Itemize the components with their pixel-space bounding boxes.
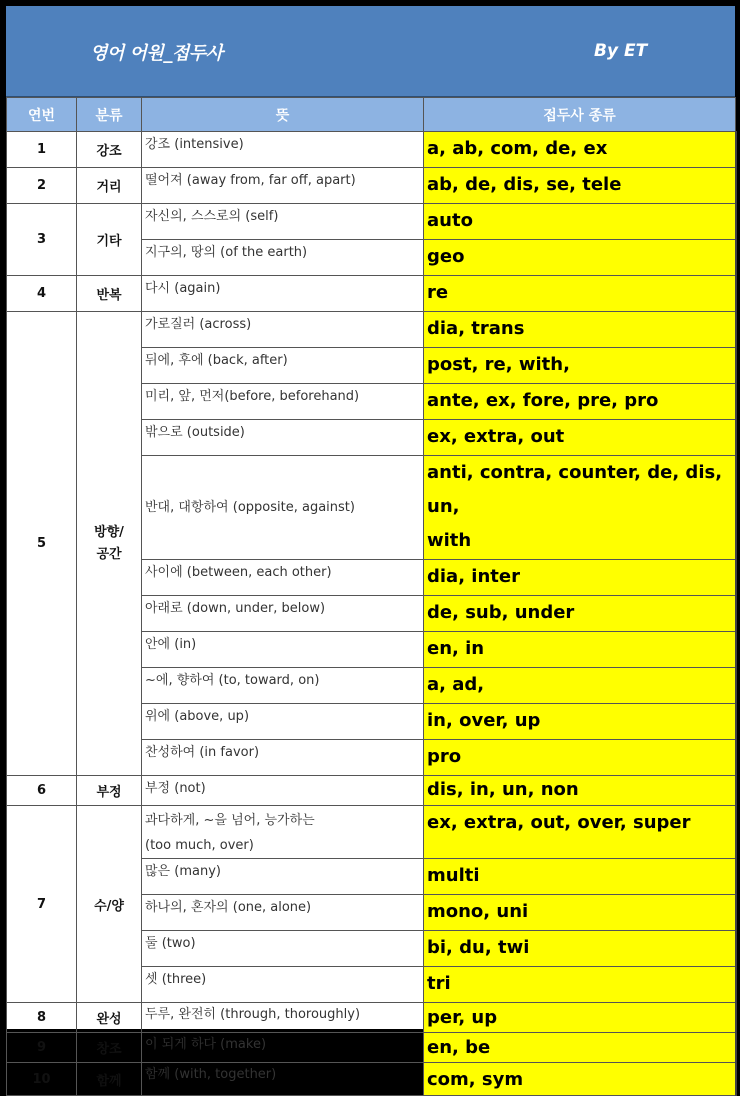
row-meaning-line2: (too much, over)	[145, 838, 254, 853]
row-meaning: 지구의, 땅의 (of the earth)	[142, 240, 424, 276]
row-prefixes: pro	[424, 740, 736, 776]
row-number: 8	[7, 1003, 77, 1033]
col-header-number: 연번	[7, 98, 77, 132]
table-row	[7, 168, 736, 204]
table-row	[7, 312, 736, 348]
row-meaning: 위에 (above, up)	[142, 704, 424, 740]
row-number: 7	[7, 806, 77, 1003]
row-category: 완성	[77, 1003, 142, 1033]
row-meaning: 다시 (again)	[142, 276, 424, 312]
row-meaning-line1: 과다하게, ~을 넘어, 능가하는	[145, 813, 315, 828]
row-meaning: 강조 (intensive)	[142, 132, 424, 168]
row-meaning: 셋 (three)	[142, 967, 424, 1003]
row-prefixes: dia, inter	[424, 560, 736, 596]
title-band	[6, 6, 735, 97]
table-row	[7, 806, 736, 859]
table-row	[7, 1003, 736, 1033]
row-prefixes: post, re, with,	[424, 348, 736, 384]
prefix-table	[6, 97, 737, 1096]
col-header-meaning: 뜻	[142, 98, 424, 132]
row-category: 부정	[77, 776, 142, 806]
row-number: 3	[7, 204, 77, 276]
row-prefixes: ab, de, dis, se, tele	[424, 168, 736, 204]
row-category-line2: 공간	[96, 546, 122, 562]
table-row	[7, 1033, 736, 1063]
row-meaning: 부정 (not)	[142, 776, 424, 806]
row-prefixes: geo	[424, 240, 736, 276]
row-meaning: 사이에 (between, each other)	[142, 560, 424, 596]
row-meaning: 가로질러 (across)	[142, 312, 424, 348]
row-category: 반복	[77, 276, 142, 312]
row-category-line1: 방향/	[94, 524, 124, 540]
row-category: 거리	[77, 168, 142, 204]
table-row	[7, 204, 736, 240]
header-row	[7, 98, 736, 132]
table-row	[7, 132, 736, 168]
row-prefixes: de, sub, under	[424, 596, 736, 632]
row-prefixes: a, ab, com, de, ex	[424, 132, 736, 168]
row-meaning: ~에, 향하여 (to, toward, on)	[142, 668, 424, 704]
row-meaning	[142, 806, 424, 859]
table-row	[7, 776, 736, 806]
row-meaning: 반대, 대항하여 (opposite, against)	[142, 456, 424, 560]
table-row	[7, 1063, 736, 1096]
row-prefixes: auto	[424, 204, 736, 240]
row-meaning: 두루, 완전히 (through, thoroughly)	[142, 1003, 424, 1033]
row-prefixes: mono, uni	[424, 895, 736, 931]
row-meaning: 자신의, 스스로의 (self)	[142, 204, 424, 240]
row-number: 10	[7, 1063, 77, 1096]
row-meaning: 아래로 (down, under, below)	[142, 596, 424, 632]
row-meaning: 떨어져 (away from, far off, apart)	[142, 168, 424, 204]
row-prefixes: a, ad,	[424, 668, 736, 704]
row-meaning: 이 되게 하다 (make)	[142, 1033, 424, 1063]
table-row	[7, 276, 736, 312]
row-number: 9	[7, 1033, 77, 1063]
row-number: 1	[7, 132, 77, 168]
row-prefixes	[424, 456, 736, 560]
row-meaning: 함께 (with, together)	[142, 1063, 424, 1096]
row-prefixes: dia, trans	[424, 312, 736, 348]
row-number: 4	[7, 276, 77, 312]
row-prefixes: bi, du, twi	[424, 931, 736, 967]
row-meaning: 밖으로 (outside)	[142, 420, 424, 456]
row-prefixes-line2: with	[427, 530, 472, 551]
col-header-category: 분류	[77, 98, 142, 132]
row-prefixes: multi	[424, 859, 736, 895]
row-prefixes: dis, in, un, non	[424, 776, 736, 806]
col-header-prefixes: 접두사 종류	[424, 98, 736, 132]
row-category: 창조	[77, 1033, 142, 1063]
row-prefixes-line1: anti, contra, counter, de, dis, un,	[427, 462, 723, 517]
row-meaning: 하나의, 혼자의 (one, alone)	[142, 895, 424, 931]
row-meaning: 둘 (two)	[142, 931, 424, 967]
row-meaning: 미리, 앞, 먼저(before, beforehand)	[142, 384, 424, 420]
row-prefixes: en, in	[424, 632, 736, 668]
row-category	[77, 312, 142, 776]
page-title: 영어 어원_접두사	[90, 43, 223, 64]
row-prefixes: per, up	[424, 1003, 736, 1033]
row-prefixes: in, over, up	[424, 704, 736, 740]
row-category: 강조	[77, 132, 142, 168]
row-prefixes: re	[424, 276, 736, 312]
row-prefixes: com, sym	[424, 1063, 736, 1096]
author-byline: By ET	[594, 41, 648, 61]
row-meaning: 찬성하여 (in favor)	[142, 740, 424, 776]
row-number: 2	[7, 168, 77, 204]
row-prefixes: ex, extra, out, over, super	[424, 806, 736, 859]
row-prefixes: tri	[424, 967, 736, 1003]
row-meaning: 뒤에, 후에 (back, after)	[142, 348, 424, 384]
row-category: 함께	[77, 1063, 142, 1096]
row-meaning: 안에 (in)	[142, 632, 424, 668]
row-prefixes: ante, ex, fore, pre, pro	[424, 384, 736, 420]
row-category: 수/양	[77, 806, 142, 1003]
row-category: 기타	[77, 204, 142, 276]
row-prefixes: en, be	[424, 1033, 736, 1063]
spreadsheet	[6, 6, 735, 1090]
row-prefixes: ex, extra, out	[424, 420, 736, 456]
row-number: 6	[7, 776, 77, 806]
row-meaning: 많은 (many)	[142, 859, 424, 895]
row-number: 5	[7, 312, 77, 776]
